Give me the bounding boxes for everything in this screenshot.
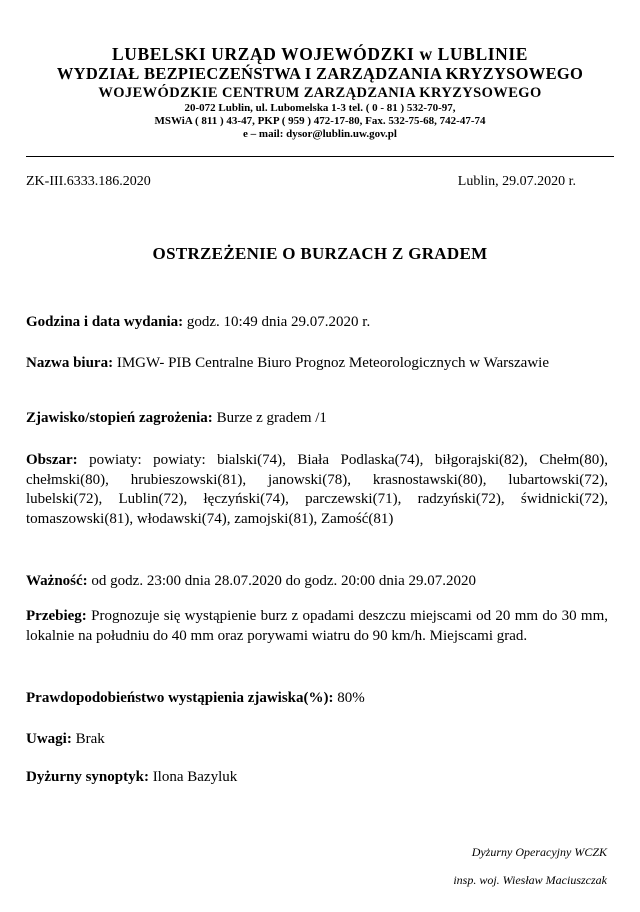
field-office bbox=[26, 354, 608, 373]
header-office-name: LUBELSKI URZĄD WOJEWÓDZKI w LUBLINIE bbox=[111, 44, 529, 64]
header-address: 20-072 Lublin, ul. Lubomelska 1-3 tel. ( 0 - 81 ) 532-70-97, bbox=[184, 102, 456, 114]
signature-role: Dyżurny Operacyjny WCZK bbox=[471, 845, 607, 859]
field-phenomenon bbox=[26, 409, 608, 428]
field-label: Prawdopodobieństwo wystąpienia zjawiska(%): bbox=[26, 690, 334, 706]
field-label: Nazwa biura: bbox=[26, 355, 114, 371]
header-department: WYDZIAŁ BEZPIECZEŃSTWA I ZARZĄDZANIA KRYZYSOWEGO bbox=[56, 64, 584, 83]
field-label: Ważność: bbox=[26, 573, 88, 589]
document-title: OSTRZEŻENIE O BURZACH Z GRADEM bbox=[152, 244, 488, 263]
field-label: Godzina i data wydania: bbox=[26, 314, 184, 330]
header-phones: MSWiA ( 811 ) 43-47, PKP ( 959 ) 472-17-80, Fax. 532-75-68, 742-47-74 bbox=[154, 115, 486, 127]
field-value: powiaty: powiaty: bialski(74), Biała Podlaska(74), biłgorajski(82), Chełm(80), chełmski(80), hrubieszowski(81), janowski(78), krasnostawski(80), lubartowski(72), lubelski(72), Lublin(72), łęczyński(74), parczewski(71), radzyński(72), świdnicki(72), tomaszowski(81), włodawski(74), zamojski(81), Zamość(81) bbox=[26, 452, 608, 527]
header-center: WOJEWÓDZKIE CENTRUM ZARZĄDZANIA KRYZYSOWEGO bbox=[98, 85, 542, 101]
signature-name: insp. woj. Wiesław Maciuszczak bbox=[453, 873, 607, 887]
field-value: Brak bbox=[71, 731, 105, 747]
field-value: Ilona Bazyluk bbox=[148, 769, 238, 785]
reference-number: ZK-III.6333.186.2020 bbox=[26, 174, 151, 189]
header-divider bbox=[26, 156, 614, 157]
field-value: Burze z gradem /1 bbox=[212, 410, 327, 426]
field-area bbox=[26, 451, 608, 529]
field-forecaster bbox=[26, 768, 608, 787]
place-date: Lublin, 29.07.2020 r. bbox=[457, 174, 576, 189]
field-value: 80% bbox=[333, 690, 365, 706]
header-email: e – mail: dysor@lublin.uw.gov.pl bbox=[243, 128, 397, 140]
field-probability bbox=[26, 689, 608, 708]
field-label: Uwagi: bbox=[26, 731, 72, 747]
field-value: Prognozuje się wystąpienie burz z opadami deszczu miejscami od 20 mm do 30 mm, lokalnie na południu do 40 mm oraz porywami wiatru do 90 km/h. Miejscami grad. bbox=[26, 608, 608, 644]
field-value: godz. 10:49 dnia 29.07.2020 r. bbox=[183, 314, 371, 330]
field-label: Przebieg: bbox=[26, 608, 87, 624]
field-label: Obszar: bbox=[26, 452, 78, 468]
field-value: IMGW- PIB Centralne Biuro Prognoz Meteorologicznych w Warszawie bbox=[113, 355, 549, 371]
field-value: od godz. 23:00 dnia 28.07.2020 do godz. 20:00 dnia 29.07.2020 bbox=[87, 573, 476, 589]
field-label: Zjawisko/stopień zagrożenia: bbox=[26, 410, 213, 426]
field-validity bbox=[26, 572, 608, 591]
field-issued bbox=[26, 313, 608, 332]
field-label: Dyżurny synoptyk: bbox=[26, 769, 149, 785]
field-notes bbox=[26, 730, 608, 749]
field-course bbox=[26, 606, 608, 646]
document-header bbox=[0, 44, 640, 141]
